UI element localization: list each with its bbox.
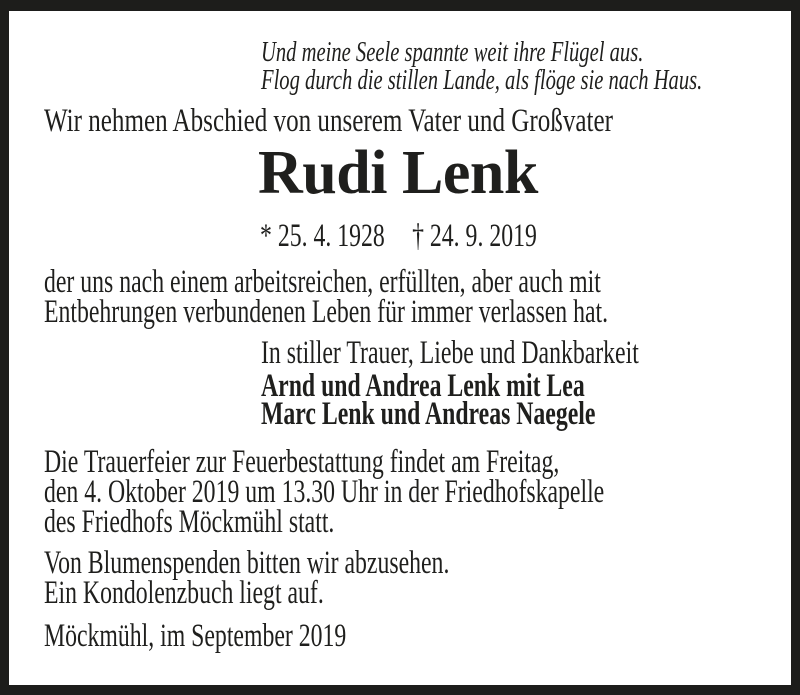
service-line-2: den 4. Oktober 2019 um 13.30 Uhr in der Friedhofskapelle — [44, 474, 605, 510]
birth-date: * 25. 4. 1928 — [260, 218, 385, 254]
death-date: † 24. 9. 2019 — [412, 218, 537, 254]
condolence-line-1: Von Blumenspenden bitten wir abzusehen. — [44, 545, 450, 581]
service-line-1: Die Trauerfeier zur Feuerbestattung findet am Freitag, — [44, 444, 560, 480]
place-and-date — [44, 618, 464, 654]
tribute-line-1: der uns nach einem arbeitsreichen, erfüllten, aber auch mit — [44, 264, 601, 300]
farewell-intro — [44, 103, 793, 139]
place-and-date-text: Möckmühl, im September 2019 — [44, 618, 347, 654]
mourner-line-2: Marc Lenk und Andreas Naegele — [261, 396, 596, 432]
condolence-line-2: Ein Kondolenzbuch liegt auf. — [44, 575, 324, 611]
tribute-text — [44, 264, 800, 330]
epigraph-line-2: Flog durch die stillen Lande, als flöge sie nach Haus. — [261, 64, 703, 96]
life-dates — [260, 218, 645, 254]
mourning-block — [261, 335, 786, 432]
funeral-service-info — [44, 444, 800, 540]
farewell-intro-text: Wir nehmen Abschied von unserem Vater und Großvater — [44, 103, 613, 139]
mourner-line-1: Arnd und Andrea Lenk mit Lea — [261, 368, 585, 404]
condolence-note — [44, 545, 607, 611]
deceased-name: Rudi Lenk — [258, 139, 538, 207]
epigraph-line-1: Und meine Seele spannte weit ihre Flügel aus. — [261, 36, 644, 68]
service-line-3: des Friedhofs Möckmühl statt. — [44, 504, 335, 540]
mourning-intro: In stiller Trauer, Liebe und Dankbarkeit — [261, 335, 639, 371]
tribute-line-2: Entbehrungen verbundenen Leben für immer verlassen hat. — [44, 294, 609, 330]
epigraph — [261, 38, 800, 94]
